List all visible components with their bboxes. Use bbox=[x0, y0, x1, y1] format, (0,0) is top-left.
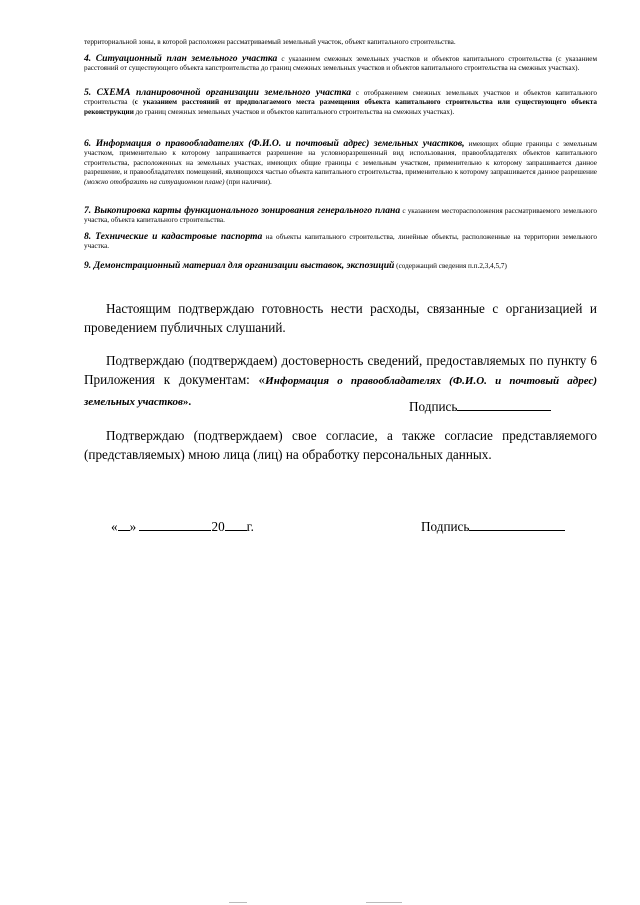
item-6-italic: (можно отобразить на ситуационном плане) bbox=[84, 177, 225, 186]
date-line bbox=[111, 518, 254, 535]
signature-2 bbox=[421, 518, 565, 535]
item-5-text-1: с отображением смежных земельных участков и объектов капитального строительства ( bbox=[84, 89, 597, 107]
item-4-text: с указанием смежных земельных участков и объектов капитального строительства (с указанием расстояний от существующего объекта капстроительства до границ смежных земельных участков и объектов капитального строительства на смежных участках). bbox=[84, 55, 597, 73]
item-7 bbox=[84, 206, 597, 226]
date-open-quote: « bbox=[111, 519, 118, 534]
item-8-heading: 8. Технические и кадастровые паспорта bbox=[84, 231, 263, 242]
statement-expenses bbox=[84, 299, 597, 337]
item-6-tail: (при наличии). bbox=[224, 177, 272, 186]
intro-line: территориальной зоны, в которой расположен рассматриваемый земельный участок, объект капитального строительства. bbox=[84, 38, 456, 46]
date-year-suffix: г. bbox=[246, 519, 254, 534]
item-7-heading: 7. Выкопировка карты функционального зонирования генерального плана bbox=[84, 205, 401, 216]
intro-text bbox=[84, 38, 597, 47]
item-5-heading: 5. СХЕМА планировочной организации земельного участка bbox=[84, 87, 352, 98]
statement-expenses-text: Настоящим подтверждаю готовность нести расходы, связанные с организацией и проведением публичных слушаний. bbox=[84, 301, 597, 335]
item-5 bbox=[84, 88, 597, 117]
item-9-text: (содержащий сведения п.п.2,3,4,5,7) bbox=[394, 262, 507, 270]
item-9-heading: 9. Демонстрационный материал для организации выставок, экспозиций bbox=[84, 260, 395, 271]
item-6-heading: 6. Информация о правообладателях (Ф.И.О. и почтовый адрес) земельных участков, bbox=[84, 138, 465, 149]
date-close-quote: » bbox=[129, 519, 137, 534]
item-4 bbox=[84, 54, 597, 74]
signature-2-label: Подпись bbox=[421, 519, 470, 534]
date-month-field[interactable] bbox=[139, 518, 211, 531]
signature-1-field[interactable] bbox=[457, 398, 551, 411]
statement-accuracy-bold: Информация о правообладателях (Ф.И.О. и почтовый адрес) земельных участков bbox=[84, 375, 597, 408]
item-4-heading: 4. Ситуационный план земельного участка bbox=[84, 53, 278, 64]
item-6 bbox=[84, 139, 597, 187]
signature-1 bbox=[409, 398, 551, 415]
statement-accuracy-text: Подтверждаю (подтверждаем) достоверность сведений, предоставляемых по пункту 6 Приложения к документам: « bbox=[84, 353, 597, 387]
signature-1-label: Подпись bbox=[409, 399, 458, 414]
statement-consent bbox=[84, 426, 597, 464]
signature-2-field[interactable] bbox=[469, 518, 565, 531]
date-year-field[interactable] bbox=[225, 518, 247, 531]
scan-mark-1 bbox=[229, 902, 247, 903]
item-6-text: имеющих общие границы с земельным участком, применительно к которому запрашивается разрешение на условноразрешенный вид использования, правообладателях объектов капитального строительства, расположенных на земельных участках, имеющих общие границы с земельным участком, применительно к которому запрашивается данное разрешение, и правообладателях помещений, являющихся частью объекта капитального строительства, применительно к которому запрашивается данное разрешение bbox=[84, 140, 597, 177]
item-8 bbox=[84, 232, 597, 252]
item-7-text: с указанием месторасположения рассматриваемого земельного участка, объекта капитального строительства. bbox=[84, 207, 598, 225]
date-day-field[interactable] bbox=[118, 518, 130, 531]
statement-accuracy-end: ». bbox=[182, 396, 192, 408]
statement-consent-text: Подтверждаю (подтверждаем) свое согласие, а также согласие представляемого (представляемых) мною лица (лиц) на обработку персональных данных. bbox=[84, 428, 597, 462]
item-5-text-2: до границ смежных земельных участков и объектов капитального строительства на смежных участках). bbox=[133, 107, 455, 116]
item-9 bbox=[84, 261, 597, 271]
item-5-bold: с указанием расстояний от предполагаемого места размещения объекта капитального строительства или существующего объекта реконструкции bbox=[84, 98, 597, 116]
scan-mark-2 bbox=[366, 902, 402, 903]
item-8-text: на объекты капитального строительства, линейные объекты, расположенные на территории земельного участка. bbox=[84, 233, 597, 251]
date-year-prefix: 20 bbox=[211, 519, 225, 534]
